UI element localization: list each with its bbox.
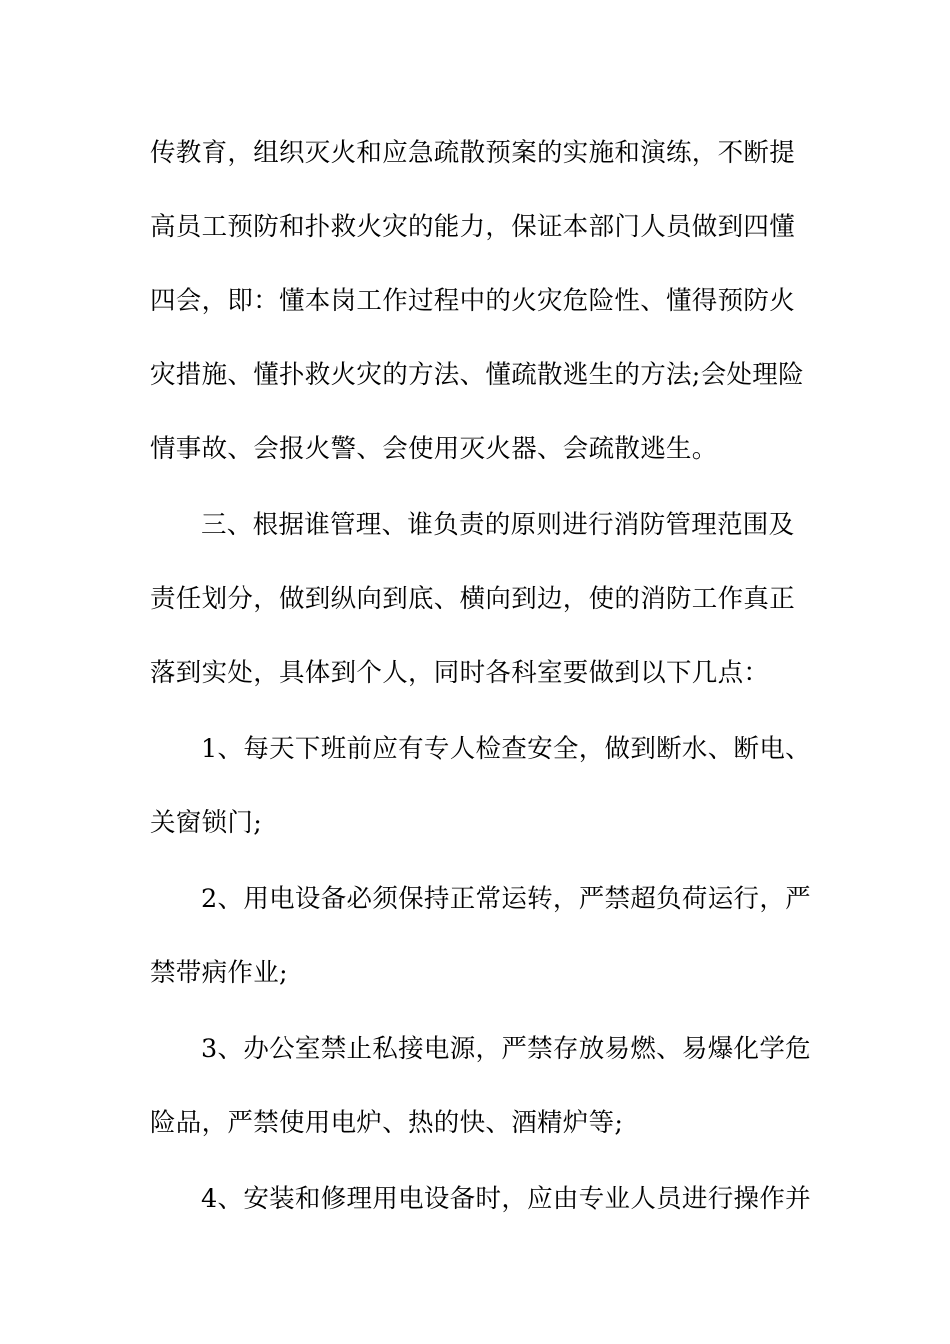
text-line: 灾措施、懂扑救火灾的方法、懂疏散逃生的方法;会处理险 — [150, 360, 804, 390]
text-line: 2、用电设备必须保持正常运转，严禁超负荷运行，严 — [201, 884, 811, 914]
text-line: 情事故、会报火警、会使用灭火器、会疏散逃生。 — [150, 434, 718, 464]
text-line: 险品，严禁使用电炉、热的快、酒精炉等; — [150, 1108, 624, 1138]
text-line: 1、每天下班前应有专人检查安全，做到断水、断电、 — [201, 734, 811, 764]
text-line: 落到实处，具体到个人，同时各科室要做到以下几点： — [150, 658, 770, 688]
text-line: 禁带病作业; — [150, 958, 288, 988]
text-line: 4、安装和修理用电设备时，应由专业人员进行操作并 — [201, 1184, 811, 1214]
text-line: 3、办公室禁止私接电源，严禁存放易燃、易爆化学危 — [201, 1034, 811, 1064]
text-line: 传教育，组织灭火和应急疏散预案的实施和演练，不断提 — [150, 138, 796, 168]
text-line: 三、根据谁管理、谁负责的原则进行消防管理范围及 — [201, 510, 795, 540]
text-line: 四会，即：懂本岗工作过程中的火灾危险性、懂得预防火 — [150, 286, 796, 316]
text-line: 关窗锁门; — [150, 808, 263, 838]
text-line: 责任划分，做到纵向到底、横向到边，使的消防工作真正 — [150, 584, 796, 614]
text-line: 高员工预防和扑救火灾的能力，保证本部门人员做到四懂 — [150, 212, 796, 242]
